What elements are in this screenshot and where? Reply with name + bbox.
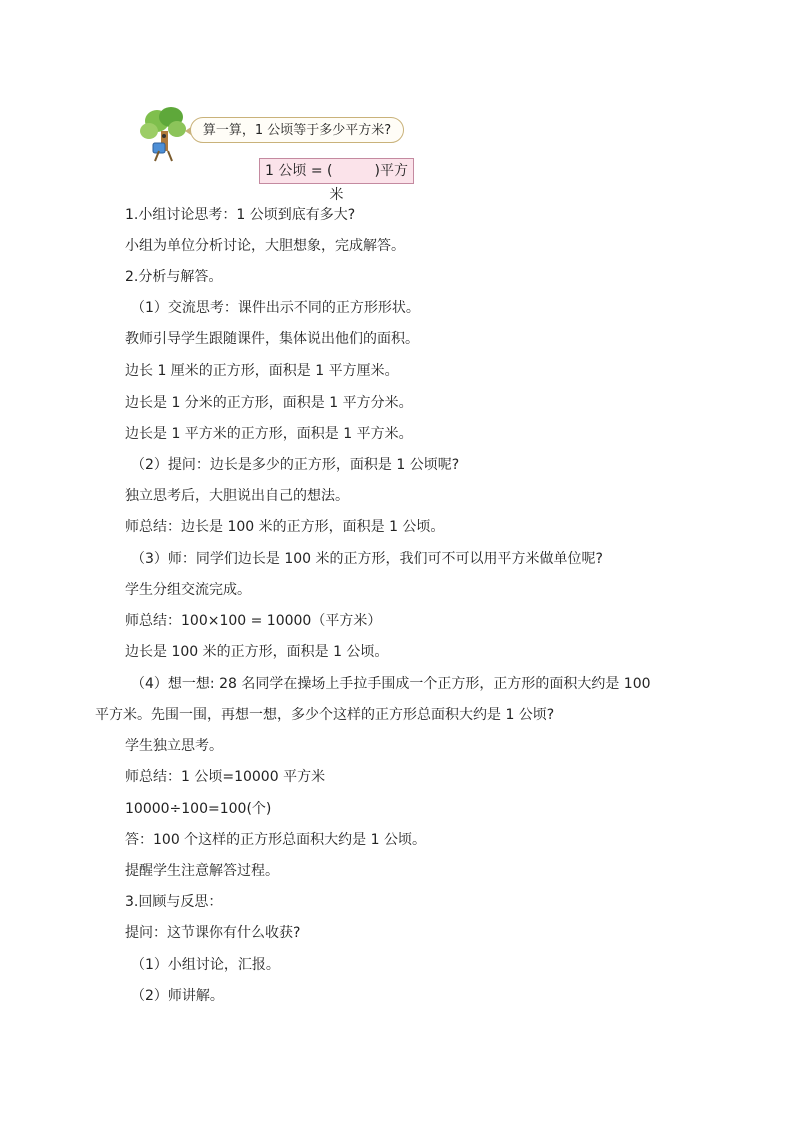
text-line: （3）师：同学们边长是 100 米的正方形，我们可不可以用平方米做单位呢? [131,551,603,567]
text-line: 2.分析与解答。 [125,269,223,285]
text-line: 小组为单位分析讨论，大胆想象，完成解答。 [125,238,405,254]
text-line: 师总结：边长是 100 米的正方形，面积是 1 公顷。 [125,519,445,535]
text-line: 边长是 1 平方米的正方形，面积是 1 平方米。 [125,426,413,442]
text-line: 提问：这节课你有什么收获? [125,925,301,941]
text-line: 3.回顾与反思： [125,894,223,910]
text-line: 答：100 个这样的正方形总面积大约是 1 公顷。 [125,832,426,848]
text-line: 10000÷100=100(个) [125,801,272,817]
text-line: （1）交流思考：课件出示不同的正方形形状。 [131,300,420,316]
text-line: 1.小组讨论思考：1 公顷到底有多大? [125,207,356,223]
text-line: 学生独立思考。 [125,738,223,754]
formula-box: 1 公顷 = ( )平方米 [259,158,414,184]
text-line: 独立思考后，大胆说出自己的想法。 [125,488,349,504]
text-line: 学生分组交流完成。 [125,582,251,598]
text-line: 平方米。先围一围，再想一想，多少个这样的正方形总面积大约是 1 公顷? [95,707,555,723]
text-line: 教师引导学生跟随课件，集体说出他们的面积。 [125,331,419,347]
text-line: 边长是 1 分米的正方形，面积是 1 平方分米。 [125,395,413,411]
text-line: 提醒学生注意解答过程。 [125,863,279,879]
speech-bubble: 算一算，1 公顷等于多少平方米? [190,117,404,143]
text-line: （2）提问：边长是多少的正方形，面积是 1 公顷呢? [131,457,460,473]
text-line: （4）想一想: 28 名同学在操场上手拉手围成一个正方形，正方形的面积大约是 100 [131,676,651,692]
text-line: 边长 1 厘米的正方形，面积是 1 平方厘米。 [125,363,399,379]
text-line: 边长是 100 米的正方形，面积是 1 公顷。 [125,644,389,660]
text-line: （1）小组讨论，汇报。 [131,957,280,973]
text-line: 师总结：100×100 = 10000（平方米） [125,613,382,629]
text-line: 师总结：1 公顷=10000 平方米 [125,769,326,785]
text-line: （2）师讲解。 [131,988,224,1004]
